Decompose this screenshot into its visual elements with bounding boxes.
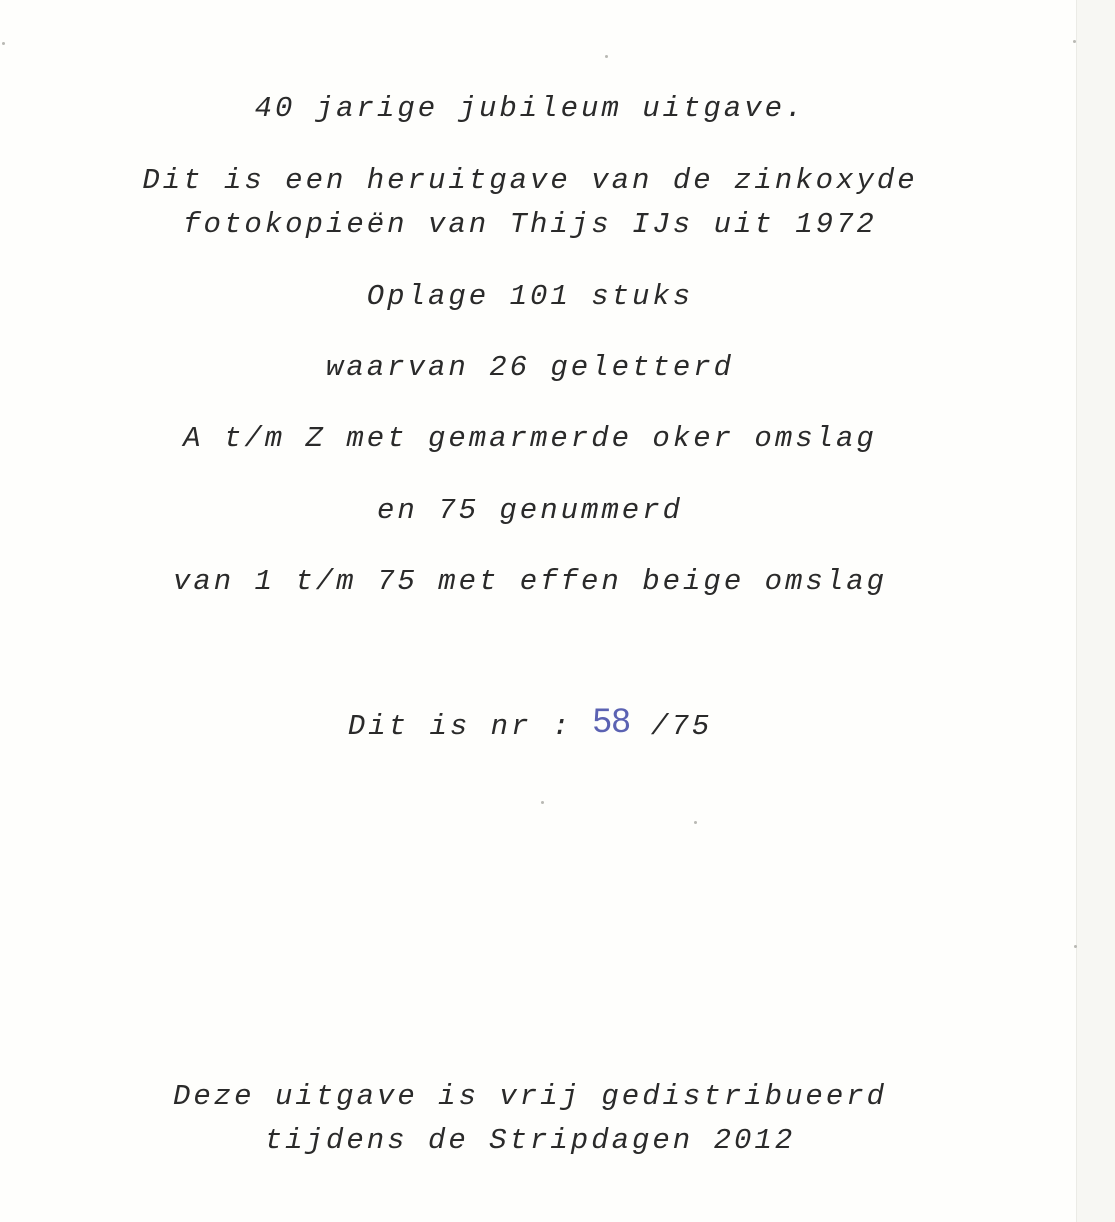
- heading: 40 jarige jubileum uitgave.: [254, 92, 806, 125]
- copy-number-total: /75: [630, 710, 713, 743]
- copy-number-prefix: Dit is nr :: [347, 710, 593, 743]
- copy-number-line: [0, 702, 1060, 743]
- print-run: Oplage 101 stuks: [366, 280, 694, 313]
- lettered-range: A t/m Z met gemarmerde oker omslag: [183, 422, 877, 455]
- footer-line-2: tijdens de Stripdagen 2012: [264, 1124, 796, 1157]
- paper-speck: [694, 821, 697, 824]
- paper-speck: [1074, 945, 1077, 948]
- intro-line-2: fotokopieën van Thijs IJs uit 1972: [183, 208, 877, 241]
- paper-speck: [2, 42, 5, 45]
- paper-speck: [605, 55, 608, 58]
- lettered-count: waarvan 26 geletterd: [325, 351, 735, 384]
- paper-speck: [541, 801, 544, 804]
- footer-line-1: Deze uitgave is vrij gedistribueerd: [172, 1080, 888, 1113]
- copy-number-stamp: 58: [592, 702, 631, 740]
- numbered-range: van 1 t/m 75 met effen beige omslag: [172, 565, 888, 598]
- paper-speck: [1073, 40, 1076, 43]
- page-edge: [1076, 0, 1115, 1222]
- numbered-count: en 75 genummerd: [376, 494, 684, 527]
- intro-line-1: Dit is een heruitgave van de zinkoxyde: [142, 164, 918, 197]
